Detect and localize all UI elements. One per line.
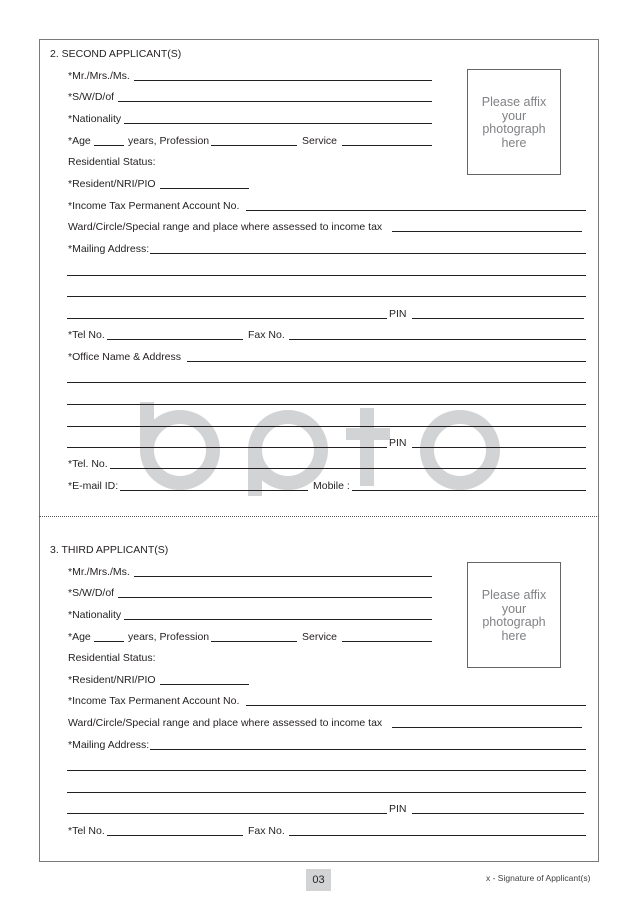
mailing-field-line[interactable]: [67, 275, 586, 276]
mailing-field[interactable]: [150, 253, 586, 254]
mailing-label: *Mailing Address:: [68, 739, 150, 751]
resident-field[interactable]: [160, 684, 249, 685]
pan-label: *Income Tax Permanent Account No.: [68, 200, 240, 212]
swd-label: *S/W/D/of: [68, 587, 115, 599]
tel-label: *Tel No.: [68, 825, 105, 837]
photo-text: your: [501, 108, 527, 123]
name-label: *Mr./Mrs./Ms.: [68, 70, 130, 82]
years-profession-label: years, Profession: [128, 135, 210, 147]
resident-field[interactable]: [160, 188, 249, 189]
mailing-field-line[interactable]: [67, 813, 387, 814]
section-heading-second: 2. SECOND APPLICANT(S): [50, 48, 182, 60]
section-divider: [39, 516, 599, 517]
name-field[interactable]: [134, 80, 432, 81]
office-field-line[interactable]: [67, 382, 586, 383]
profession-field[interactable]: [211, 145, 297, 146]
swd-field[interactable]: [118, 597, 432, 598]
profession-field[interactable]: [211, 641, 297, 642]
pin-label: PIN: [389, 803, 407, 815]
mailing-label: *Mailing Address:: [68, 243, 150, 255]
office-field-line[interactable]: [67, 426, 586, 427]
pan-label: *Income Tax Permanent Account No.: [68, 695, 240, 707]
photo-text: Please affix: [481, 588, 547, 602]
swd-label: *S/W/D/of: [68, 91, 115, 103]
office-pin-field[interactable]: [412, 447, 586, 448]
nationality-field[interactable]: [124, 619, 432, 620]
email-field[interactable]: [120, 490, 308, 491]
pin-label: PIN: [389, 308, 407, 320]
ward-field[interactable]: [392, 231, 582, 232]
section-heading-third: 3. THIRD APPLICANT(S): [50, 544, 169, 556]
photo-box: [467, 69, 561, 175]
service-field[interactable]: [342, 145, 432, 146]
residential-status-label: Residential Status:: [68, 156, 156, 168]
office-field[interactable]: [187, 361, 586, 362]
page-number: 03: [306, 869, 331, 891]
mobile-field[interactable]: [352, 490, 586, 491]
nationality-label: *Nationality: [68, 609, 122, 621]
pan-field[interactable]: [246, 210, 586, 211]
age-label: *Age: [68, 631, 91, 643]
tel-field[interactable]: [107, 835, 243, 836]
tel-field[interactable]: [107, 339, 243, 340]
tel-label: *Tel No.: [68, 329, 105, 341]
mailing-field-line[interactable]: [67, 770, 586, 771]
name-label: *Mr./Mrs./Ms.: [68, 566, 130, 578]
fax-label: Fax No.: [248, 329, 285, 341]
ward-label: Ward/Circle/Special range and place where assessed to income tax: [68, 221, 383, 233]
office-field-line[interactable]: [67, 404, 586, 405]
ward-field[interactable]: [392, 727, 582, 728]
service-label: Service: [302, 135, 338, 147]
footer-signature-note: x - Signature of Applicant(s): [486, 873, 591, 883]
fax-field[interactable]: [289, 835, 586, 836]
mailing-field-line[interactable]: [67, 792, 586, 793]
email-label: *E-mail ID:: [68, 480, 119, 492]
nationality-field[interactable]: [124, 123, 432, 124]
mailing-field[interactable]: [150, 749, 586, 750]
mobile-label: Mobile :: [313, 480, 350, 492]
tel2-field[interactable]: [110, 468, 586, 469]
photo-text: here: [501, 135, 527, 150]
tel2-label: *Tel. No.: [68, 458, 108, 470]
pin-field[interactable]: [412, 318, 584, 319]
office-pin-label: PIN: [389, 437, 407, 449]
photo-text: your: [501, 601, 527, 616]
nationality-label: *Nationality: [68, 113, 122, 125]
age-label: *Age: [68, 135, 91, 147]
office-label: *Office Name & Address: [68, 351, 182, 363]
resident-label: *Resident/NRI/PIO: [68, 178, 156, 190]
photo-text: photograph: [482, 615, 546, 629]
mailing-field-line[interactable]: [67, 318, 387, 319]
resident-label: *Resident/NRI/PIO: [68, 674, 156, 686]
age-field[interactable]: [94, 641, 124, 642]
photo-text: Please affix: [481, 95, 547, 109]
service-label: Service: [302, 631, 338, 643]
age-field[interactable]: [94, 145, 124, 146]
service-field[interactable]: [342, 641, 432, 642]
office-field-line[interactable]: [67, 447, 387, 448]
ward-label: Ward/Circle/Special range and place where assessed to income tax: [68, 717, 383, 729]
years-profession-label: years, Profession: [128, 631, 210, 643]
swd-field[interactable]: [118, 101, 432, 102]
photo-text: here: [501, 628, 527, 643]
photo-box: [467, 562, 561, 668]
pan-field[interactable]: [246, 705, 586, 706]
pin-field[interactable]: [412, 813, 584, 814]
mailing-field-line[interactable]: [67, 296, 586, 297]
fax-field[interactable]: [289, 339, 586, 340]
photo-text: photograph: [482, 122, 546, 136]
residential-status-label: Residential Status:: [68, 652, 156, 664]
name-field[interactable]: [134, 576, 432, 577]
fax-label: Fax No.: [248, 825, 285, 837]
